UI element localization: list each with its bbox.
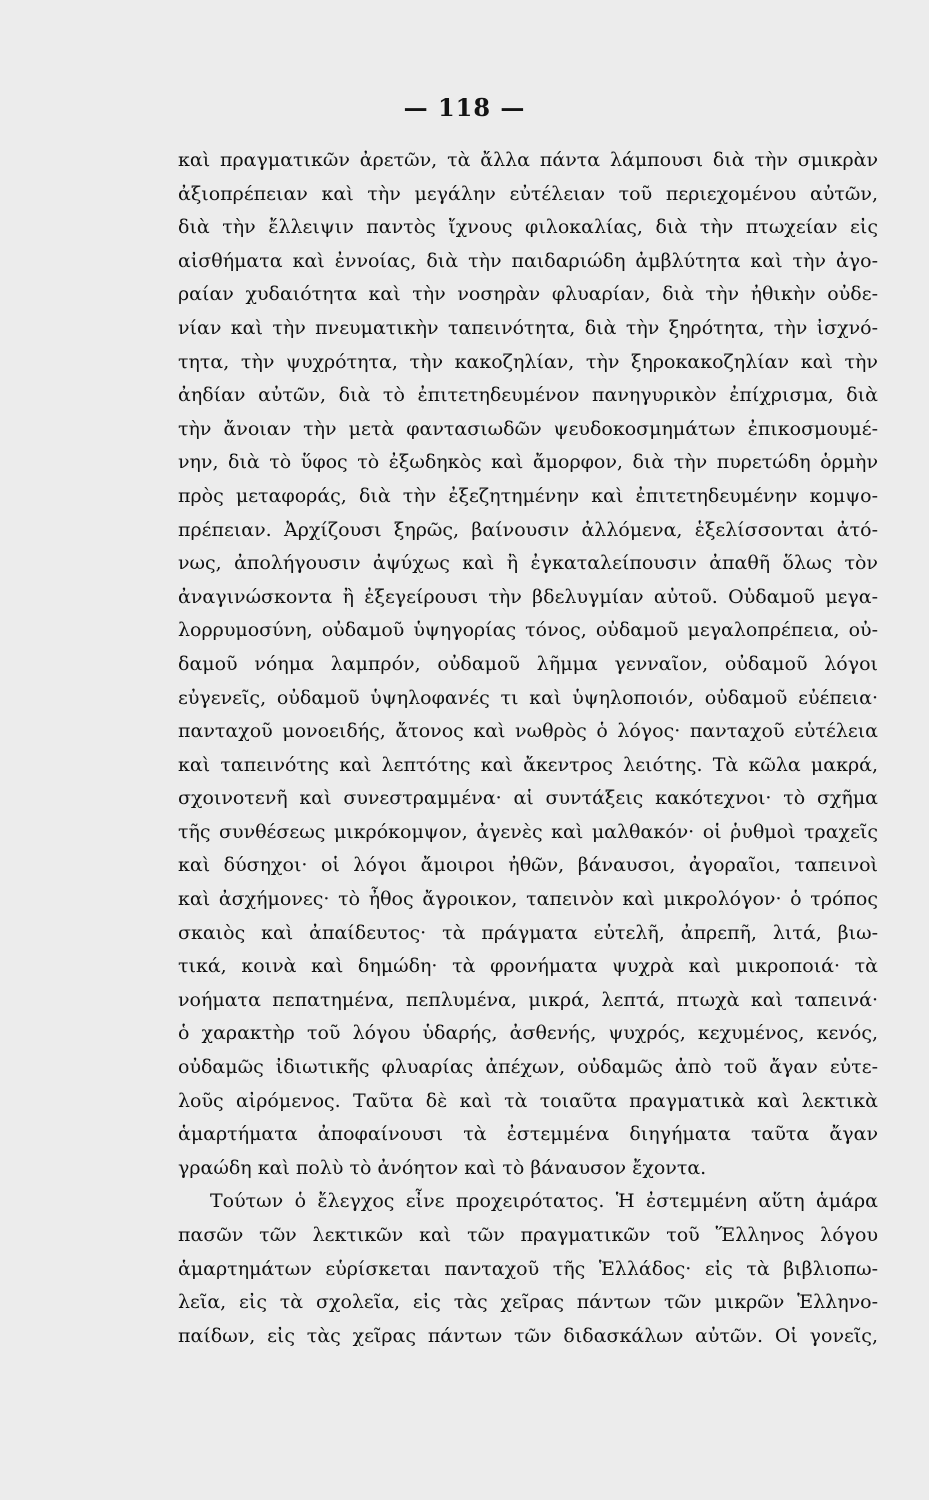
text-line: καὶ δύσηχοι· οἱ λόγοι ἄμοιροι ἠθῶν, βάναυσοι, ἀγοραῖοι, ταπεινοὶ	[178, 854, 878, 877]
text-line: αἰσθήματα καὶ ἐννοίας, διὰ τὴν παιδαριώδη ἀμβλύτητα καὶ τὴν ἀγο-	[178, 249, 878, 272]
text-line: πανταχοῦ μονοειδής, ἄτονος καὶ νωθρὸς ὁ λόγος· πανταχοῦ εὐτέλεια	[178, 720, 878, 743]
text-line: πρὸς μεταφοράς, διὰ τὴν ἐξεζητημένην καὶ ἐπιτετηδευμένην κομψο-	[178, 484, 878, 507]
text-line: λεῖα, εἰς τὰ σχολεῖα, εἰς τὰς χεῖρας πάντων τῶν μικρῶν Ἑλληνο-	[178, 1291, 878, 1314]
text-line: νοήματα πεπατημένα, πεπλυμένα, μικρά, λεπτά, πτωχὰ καὶ ταπεινά·	[178, 988, 878, 1011]
text-line: καὶ ταπεινότης καὶ λεπτότης καὶ ἄκεντρος λειότης. Τὰ κῶλα μακρά,	[178, 753, 878, 776]
text-line: ἁμαρτήματα ἀποφαίνουσι τὰ ἐστεμμένα διηγήματα ταῦτα ἄγαν	[178, 1123, 878, 1146]
text-line: νως, ἀπολήγουσιν ἀψύχως καὶ ἢ ἐγκαταλείπουσιν ἀπαθῆ ὅλως τὸν	[178, 552, 878, 575]
text-line: τῆς συνθέσεως μικρόκομψον, ἀγενὲς καὶ μαλθακόν· οἱ ῥυθμοὶ τραχεῖς	[178, 820, 878, 843]
text-line: σχοινοτενῆ καὶ συνεστραμμένα· αἱ συντάξεις κακότεχνοι· τὸ σχῆμα	[178, 787, 878, 810]
text-line: λορρυμοσύνη, οὐδαμοῦ ὑψηγορίας τόνος, οὐδαμοῦ μεγαλοπρέπεια, οὐ-	[178, 619, 878, 642]
text-line: τὴν ἄνοιαν τὴν μετὰ φαντασιωδῶν ψευδοκοσμημάτων ἐπικοσμουμέ-	[178, 417, 878, 440]
text-line: ὁ χαρακτὴρ τοῦ λόγου ὑδαρής, ἀσθενής, ψυχρός, κεχυμένος, κενός,	[178, 1022, 878, 1045]
text-line: καὶ πραγματικῶν ἀρετῶν, τὰ ἄλλα πάντα λάμπουσι διὰ τὴν σμικρὰν	[178, 149, 878, 171]
text-line: ραίαν χυδαιότητα καὶ τὴν νοσηρὰν φλυαρίαν, διὰ τὴν ἠθικὴν οὐδε-	[178, 283, 878, 306]
text-line: πασῶν τῶν λεκτικῶν καὶ τῶν πραγματικῶν τοῦ Ἕλληνος λόγου	[178, 1224, 878, 1246]
text-line: σκαιὸς καὶ ἀπαίδευτος· τὰ πράγματα εὐτελῆ, ἀπρεπῆ, λιτά, βιω-	[178, 921, 878, 944]
text-line: πρέπειαν. Ἀρχίζουσι ξηρῶς, βαίνουσιν ἀλλόμενα, ἑξελίσσονται ἀτό-	[178, 518, 878, 541]
text-line: παίδων, εἰς τὰς χεῖρας πάντων τῶν διδασκάλων αὐτῶν. Οἱ γονεῖς,	[178, 1324, 878, 1347]
paragraph-start-line: Τούτων ὁ ἔλεγχος εἶνε προχειρότατος. Ἡ ἐστεμμένη αὕτη ἁμάρα	[210, 1190, 878, 1213]
text-line: νίαν καὶ τὴν πνευματικὴν ταπεινότητα, διὰ τὴν ξηρότητα, τὴν ἰσχνό-	[178, 316, 878, 339]
text-line: οὐδαμῶς ἰδιωτικῆς φλυαρίας ἀπέχων, οὐδαμῶς ἀπὸ τοῦ ἄγαν εὐτε-	[178, 1056, 878, 1079]
text-line: ἀναγινώσκοντα ἢ ἐξεγείρουσι τὴν βδελυγμίαν αὐτοῦ. Οὐδαμοῦ μεγα-	[178, 585, 878, 608]
text-line: τητα, τὴν ψυχρότητα, τὴν κακοζηλίαν, τὴν ξηροκακοζηλίαν καὶ τὴν	[178, 350, 878, 373]
body-text	[178, 144, 878, 1353]
text-line: καὶ ἀσχήμονες· τὸ ἦθος ἄγροικον, ταπεινὸν καὶ μικρολόγον· ὁ τρόπος	[178, 888, 878, 911]
paragraph-end-line: γραώδη καὶ πολὺ τὸ ἀνόητον καὶ τὸ βάναυσον ἔχοντα.	[178, 1156, 707, 1179]
text-line: ἁμαρτημάτων εὑρίσκεται πανταχοῦ τῆς Ἑλλάδος· εἰς τὰ βιβλιοπω-	[178, 1257, 878, 1280]
page-number: — 118 —	[403, 93, 526, 122]
text-line: λοῦς αἰρόμενος. Ταῦτα δὲ καὶ τὰ τοιαῦτα πραγματικὰ καὶ λεκτικὰ	[178, 1089, 878, 1112]
text-line: ἀηδίαν αὐτῶν, διὰ τὸ ἐπιτετηδευμένον πανηγυρικὸν ἐπίχρισμα, διὰ	[178, 384, 878, 407]
text-line: δαμοῦ νόημα λαμπρόν, οὐδαμοῦ λῆμμα γενναῖον, οὐδαμοῦ λόγοι	[178, 652, 878, 675]
text-line: διὰ τὴν ἔλλειψιν παντὸς ἴχνους φιλοκαλίας, διὰ τὴν πτωχείαν εἰς	[178, 216, 878, 239]
text-line: εὐγενεῖς, οὐδαμοῦ ὑψηλοφανές τι καὶ ὑψηλοποιόν, οὐδαμοῦ εὐέπεια·	[178, 686, 878, 709]
text-line: ἀξιοπρέπειαν καὶ τὴν μεγάλην εὐτέλειαν τοῦ περιεχομένου αὐτῶν,	[178, 182, 878, 205]
text-line: τικά, κοινὰ καὶ δημώδη· τὰ φρονήματα ψυχρὰ καὶ μικροποιά· τὰ	[178, 955, 878, 978]
text-line: νην, διὰ τὸ ὕφος τὸ ἐξωδηκὸς καὶ ἄμορφον, διὰ τὴν πυρετώδη ὁρμὴν	[178, 451, 878, 474]
